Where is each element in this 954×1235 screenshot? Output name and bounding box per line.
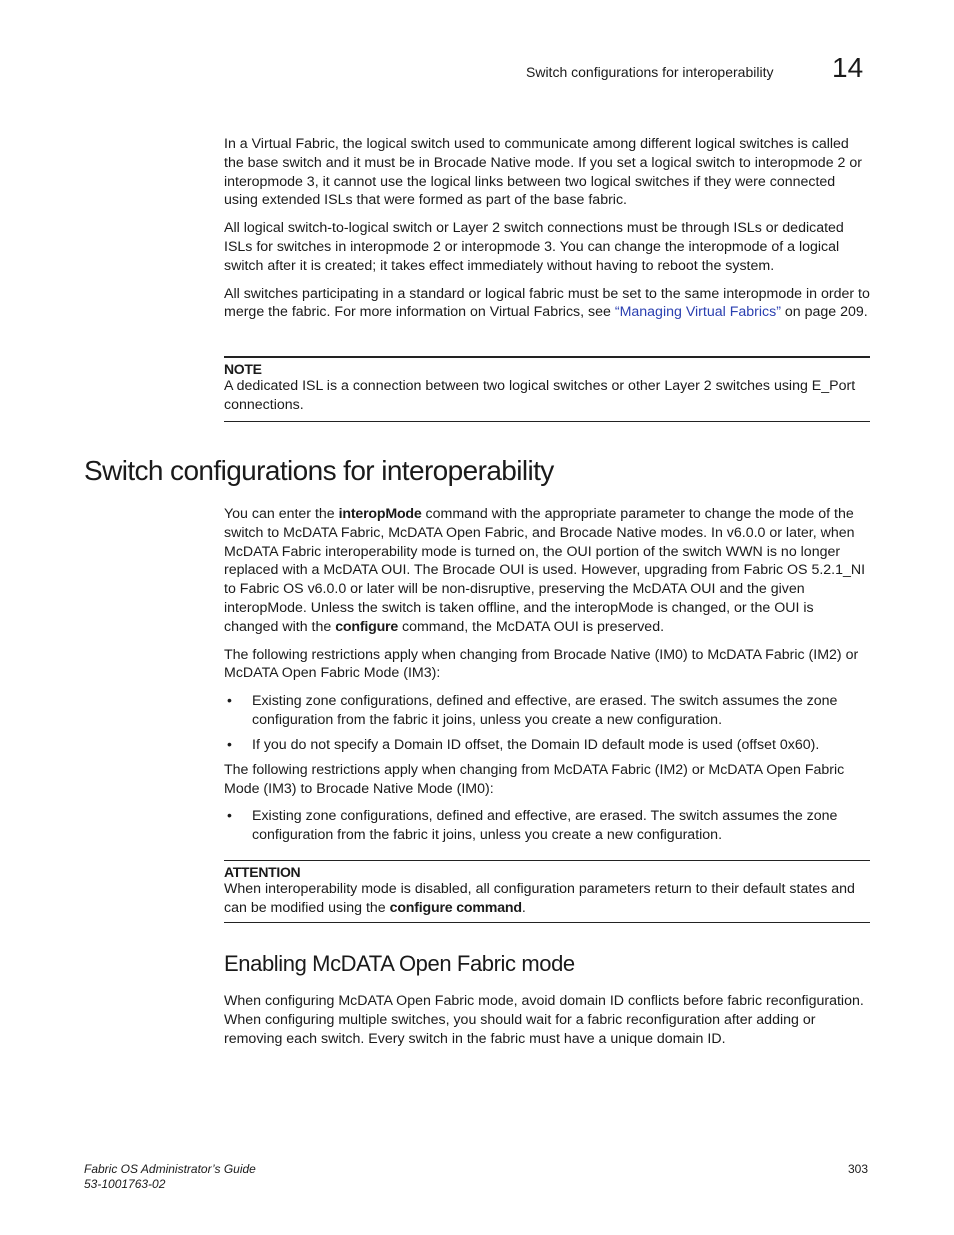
section-paragraph-2: The following restrictions apply when changing from Brocade Native (IM0) to McDATA Fabric (IM2) or McDATA Open Fabric Mode (IM3): <box>224 646 859 682</box>
bullet-marker: • <box>227 692 232 708</box>
note-bottom-rule <box>224 421 870 422</box>
footer-doc-number: 53-1001763-02 <box>84 1177 166 1191</box>
attention-box <box>224 860 870 923</box>
attention-text <box>224 880 870 918</box>
interopmode-command: interopMode <box>338 506 422 522</box>
running-header-title: Switch configurations for interoperability <box>526 64 774 80</box>
bullet-marker: • <box>227 736 232 752</box>
section-paragraph-3-wrap <box>224 761 870 799</box>
note-label: NOTE <box>224 361 262 377</box>
bullet-text: Existing zone configurations, defined and effective, are erased. The switch assumes the zone configuration from the fabric it joins, unless you create a new configuration. <box>252 693 838 728</box>
attention-text-b: . <box>521 899 526 916</box>
intro-paragraph-1: In a Virtual Fabric, the logical switch used to communicate among different logical switches is called the base switch and it must be in Brocade Native mode. If you set a logical switch to interopmode 2 or interopmode 3, it cannot use the logical links between two logical switches if they were connected using extended ISLs that were formed as part of the base fabric. <box>224 136 862 209</box>
subsection-paragraph-1: When configuring McDATA Open Fabric mode, avoid domain ID conflicts before fabric reconfiguration. When configuring multiple switches, you should wait for a fabric reconfiguration after adding or removing each switch. Every switch in the fabric must have a unique domain ID. <box>224 993 864 1047</box>
intro-paragraph-2: All logical switch-to-logical switch or Layer 2 switch connections must be through ISLs or dedicated ISLs for switches in interopmode 2 or interopmode 3. You can change the interopmode of a logical switch after it is created; it takes effect immediately without having to reboot the system. <box>224 220 844 274</box>
intro-paragraph-3-tail: on page 209. <box>780 304 868 321</box>
list-item <box>224 736 870 755</box>
intro-paragraph-3 <box>224 285 870 323</box>
attention-top-rule <box>224 860 870 861</box>
section-paragraph-3: The following restrictions apply when changing from McDATA Fabric (IM2) or McDATA Open Fabric Mode (IM3) to Brocade Native Mode (IM0): <box>224 762 845 797</box>
list-item <box>224 692 870 730</box>
section-paragraph-1 <box>224 505 870 637</box>
note-box <box>224 356 870 422</box>
section-heading: Switch configurations for interoperability <box>84 455 554 486</box>
attention-text-a: When interoperability mode is disabled, all configuration parameters return to their default states and can be modified using the <box>224 881 855 916</box>
attention-label: ATTENTION <box>224 864 301 880</box>
chapter-number: 14 <box>832 52 864 83</box>
bullet-marker: • <box>227 807 232 823</box>
subsection-body <box>224 992 870 1048</box>
note-text: A dedicated ISL is a connection between two logical switches or other Layer 2 switches using E_Port connections. <box>224 378 856 413</box>
bullet-text: If you do not specify a Domain ID offset, the Domain ID default mode is used (offset 0x60). <box>252 737 820 753</box>
section-paragraph-1-a: You can enter the <box>224 506 339 522</box>
intro-block <box>224 135 870 322</box>
attention-bottom-rule <box>224 922 870 923</box>
bullet-text: Existing zone configurations, defined and effective, are erased. The switch assumes the zone configuration from the fabric it joins, unless you create a new configuration. <box>252 808 838 843</box>
section-body <box>224 505 870 683</box>
configure-command: configure <box>335 618 399 635</box>
configure-command-ref: configure command <box>389 899 522 916</box>
section-paragraph-1-b: command with the appropriate parameter to change the mode of the switch to McDATA Fabric, McDATA Open Fabric, and Brocade Native modes. In v6.0.0 or later, when McDATA Fabric interoperability mode is turned on, the OUI portion of the switch WWN is no longer replaced with a McDATA OUI. The Brocade OUI is used. However, upgrading from Fabric OS 5.2.1_NI to Fabric OS v6.0.0 or later will be non-disruptive, preserving the McDATA OUI and the given interopMode. Unless the switch is taken offline, and the interopMode is changed, or the OUI is changed with the <box>224 506 866 635</box>
managing-virtual-fabrics-link[interactable]: “Managing Virtual Fabrics” <box>614 304 781 321</box>
list-item <box>224 807 870 845</box>
footer-page-number: 303 <box>848 1162 869 1176</box>
intro-paragraph-3-text: All switches participating in a standard or logical fabric must be set to the same interopmode in order to merge the fabric. For more information on Virtual Fabrics, see <box>224 285 870 321</box>
section-paragraph-1-c: command, the McDATA OUI is preserved. <box>398 618 665 635</box>
subsection-heading: Enabling McDATA Open Fabric mode <box>224 951 575 976</box>
footer-guide-title: Fabric OS Administrator’s Guide <box>84 1162 256 1176</box>
note-top-rule <box>224 356 870 358</box>
